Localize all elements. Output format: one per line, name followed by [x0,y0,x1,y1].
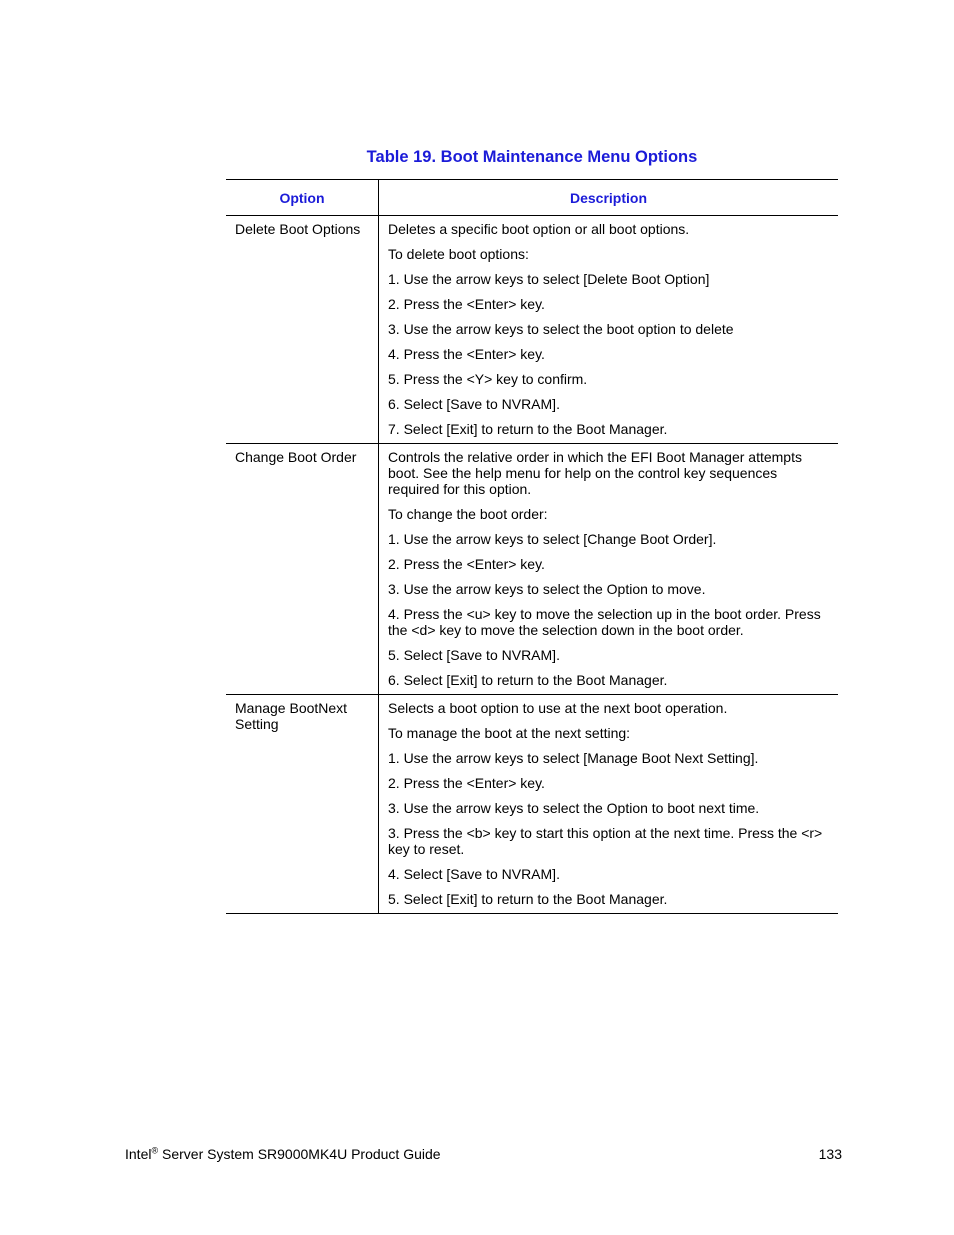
description-line: 5. Select [Exit] to return to the Boot Manager. [388,891,668,907]
table-row [226,695,838,914]
description-line: 3. Use the arrow keys to select the boot option to delete [388,321,734,337]
description-line: To change the boot order: [388,506,548,522]
table-header-row [226,180,838,216]
description-line: Selects a boot option to use at the next boot operation. [388,700,728,716]
description-cell [379,695,839,914]
option-cell: Delete Boot Options [226,216,379,444]
table-title: Table 19. Boot Maintenance Menu Options [366,148,698,166]
footer-brand: Intel [125,1146,152,1162]
description-column-header: Description [379,180,839,216]
description-line: 1. Use the arrow keys to select [Manage Boot Next Setting]. [388,750,759,766]
description-line: 5. Press the <Y> key to confirm. [388,371,588,387]
description-line: 4. Press the <Enter> key. [388,346,545,362]
description-line: 6. Select [Exit] to return to the Boot Manager. [388,672,668,688]
description-line: 6. Select [Save to NVRAM]. [388,396,560,412]
description-line: 2. Press the <Enter> key. [388,296,545,312]
table-row [226,216,838,444]
footer-guide-title [125,1146,441,1162]
option-column-header: Option [226,180,379,216]
registered-mark: ® [151,1145,159,1156]
description-line: 5. Select [Save to NVRAM]. [388,647,560,663]
description-line: To manage the boot at the next setting: [388,725,631,741]
description-cell [379,444,839,695]
table-row [226,444,838,695]
page-number: 133 [818,1146,842,1162]
description-line: Controls the relative order in which the EFI Boot Manager attempts boot. See the help menu for help on the control key sequences required for this option. [388,449,802,497]
description-line: 2. Press the <Enter> key. [388,556,545,572]
boot-maintenance-table [226,179,838,914]
option-cell: Manage BootNext Setting [226,695,379,914]
option-cell: Change Boot Order [226,444,379,695]
footer-guide-name: Server System SR9000MK4U Product Guide [158,1146,441,1162]
description-line: 3. Use the arrow keys to select the Option to move. [388,581,706,597]
description-line: To delete boot options: [388,246,529,262]
description-line: 4. Press the <u> key to move the selection up in the boot order. Press the <d> key to move the selection down in the boot order. [388,606,821,638]
description-line: 3. Use the arrow keys to select the Option to boot next time. [388,800,760,816]
description-line: 1. Use the arrow keys to select [Change Boot Order]. [388,531,717,547]
description-line: 1. Use the arrow keys to select [Delete Boot Option] [388,271,710,287]
description-cell [379,216,839,444]
description-line: 4. Select [Save to NVRAM]. [388,866,560,882]
description-line: 7. Select [Exit] to return to the Boot Manager. [388,421,668,437]
description-line: Deletes a specific boot option or all boot options. [388,221,690,237]
description-line: 3. Press the <b> key to start this option at the next time. Press the <r> key to reset. [388,825,823,857]
description-line: 2. Press the <Enter> key. [388,775,545,791]
